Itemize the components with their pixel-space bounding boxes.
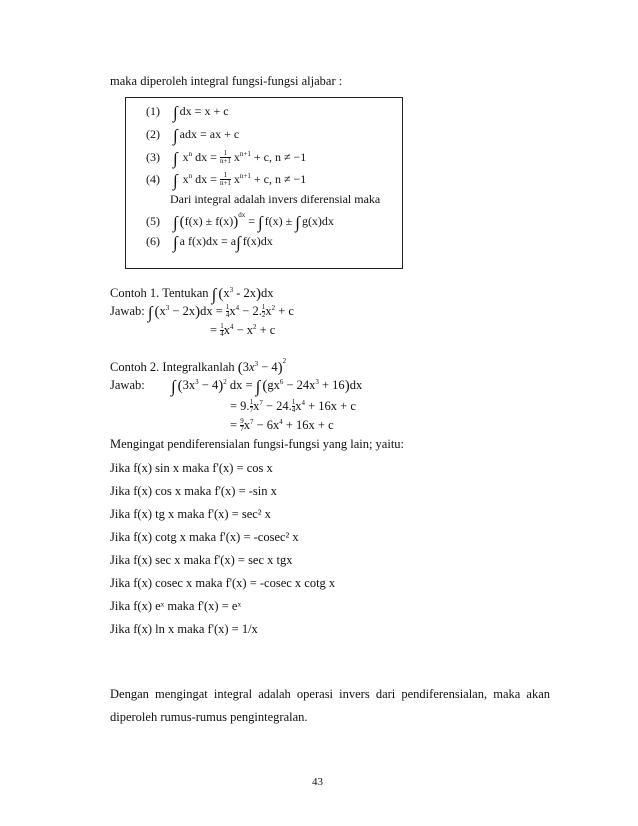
formula-box [125, 97, 403, 269]
derivative-exp: Jika f(x) eˣ maka f'(x) = eˣ [110, 599, 242, 613]
recall-heading: Mengingat pendiferensialan fungsi-fungsi yang lain; yaitu: [110, 437, 405, 451]
example2-label: Contoh 2. Integralkanlah $(3x^3 - 4)^2$ [110, 357, 287, 376]
formula-note: Dari integral adalah invers diferensial maka [170, 192, 381, 206]
closing-line-1: Dengan mengingat integral adalah operasi invers dari pendiferensialan, maka akan [110, 687, 551, 701]
example2-line2: = 9. $\frac{1}{7}$ $x^7 - 24$. $\frac{1}{4}$ $x^4 + 16x + c$ [230, 398, 356, 415]
example1-line1: Jawab: ∫ $(x^3 - 2x)dx$ = $\frac{1}{4}$ $x^4 - 2$. $\frac{1}{2}$ $x^2 + c$ [110, 303, 294, 323]
derivative-sec: Jika f(x) sec x maka f'(x) = sec x tgx [110, 553, 293, 567]
formula-4: (4) ∫ $x^n$ dx = $\frac{1}{n+1}$ $x^{n+1} + c$, n ≠ −1 [146, 171, 307, 190]
derivative-ln: Jika f(x) ln x maka f'(x) = 1/x [110, 622, 258, 636]
example2-line1: Jawab: ∫ $(3x^3 - 4)^2$ dx = ∫ $(gx^6 - 24x^3 + 16)dx$ [110, 377, 363, 397]
example1-label: Contoh 1. Tentukan ∫ $(x^3 - 2x)dx$ [110, 285, 274, 305]
page-number: 43 [312, 776, 323, 788]
formula-3: (3) ∫ $x^n$ dx = $\frac{1}{n+1}$ $x^{n+1} + c$, n ≠ −1 [146, 149, 307, 168]
formula-6: (6) ∫ a f(x)dx = a∫ f(x)dx [146, 233, 273, 252]
formula-5: (5) ∫ $(f(x) \pm f(x))^{dx}$ = ∫ f(x) ± ∫ g(x)dx [146, 211, 334, 232]
formula-2: (2) ∫ adx = ax + c [146, 126, 240, 145]
derivative-tg: Jika f(x) tg x maka f'(x) = sec² x [110, 507, 271, 521]
derivative-cos: Jika f(x) cos x maka f'(x) = -sin x [110, 484, 277, 498]
derivative-cosec: Jika f(x) cosec x maka f'(x) = -cosec x cotg x [110, 576, 336, 590]
derivative-sin: Jika f(x) sin x maka f'(x) = cos x [110, 461, 273, 475]
derivative-cotg: Jika f(x) cotg x maka f'(x) = -cosec² x [110, 530, 299, 544]
example2-line3: = $\frac{9}{7}$ $x^7 - 6x^4 + 16x + c$ [230, 417, 334, 434]
closing-line-2: diperoleh rumus-rumus pengintegralan. [110, 710, 308, 724]
example1-line2: = $\frac{1}{4}$ $x^4 - x^2 + c$ [210, 322, 276, 339]
formula-1: (1) ∫ dx = x + c [146, 103, 229, 122]
intro-text: maka diperoleh integral fungsi-fungsi aljabar : [110, 74, 343, 88]
